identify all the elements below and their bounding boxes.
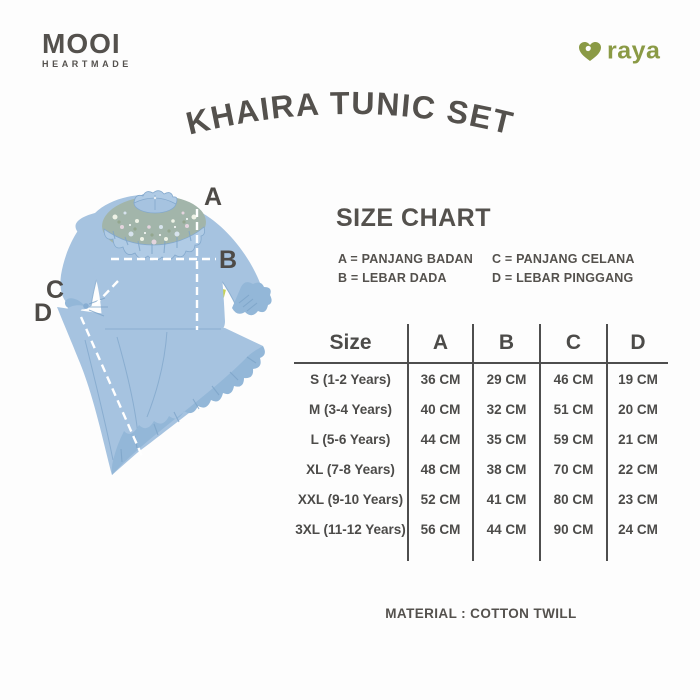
- measure-cell: 41 CM: [473, 484, 540, 514]
- marker-d: D: [33, 299, 53, 327]
- measurement-legend: [338, 252, 635, 290]
- measure-cell: 70 CM: [540, 454, 607, 484]
- measure-cell: 35 CM: [473, 424, 540, 454]
- col-header-size: Size: [294, 324, 408, 363]
- measure-cell: 40 CM: [408, 394, 473, 424]
- col-header-b: B: [473, 324, 540, 363]
- measure-cell: 44 CM: [408, 424, 473, 454]
- partner-name: raya: [607, 37, 661, 65]
- size-chart-heading: SIZE CHART: [336, 204, 491, 232]
- measure-cell: 20 CM: [607, 394, 668, 424]
- size-cell: S (1-2 Years): [310, 371, 391, 387]
- brand-logo: [42, 28, 132, 69]
- size-cell: 3XL (11-12 Years): [295, 521, 406, 537]
- measure-cell: 52 CM: [408, 484, 473, 514]
- measure-cell: 44 CM: [473, 514, 540, 544]
- brand-tagline: HEARTMADE: [42, 59, 132, 69]
- table-row: [294, 394, 668, 424]
- measure-cell: 23 CM: [607, 484, 668, 514]
- measure-cell: 19 CM: [607, 363, 668, 394]
- legend-item-b: B = LEBAR DADA: [338, 271, 447, 285]
- measure-cell: 24 CM: [607, 514, 668, 544]
- measure-cell: 90 CM: [540, 514, 607, 544]
- size-cell: XXL (9-10 Years): [297, 491, 404, 507]
- measure-cell: 48 CM: [408, 454, 473, 484]
- measure-cell: 21 CM: [607, 424, 668, 454]
- size-table: [294, 324, 668, 561]
- measure-cell: 51 CM: [540, 394, 607, 424]
- product-title: KHAIRA TUNIC SET: [182, 84, 518, 142]
- table-row: [294, 363, 668, 394]
- marker-b: B: [218, 246, 238, 274]
- table-row: [294, 424, 668, 454]
- table-row: [294, 454, 668, 484]
- marker-c: C: [45, 276, 65, 304]
- measure-cell: 29 CM: [473, 363, 540, 394]
- col-header-c: C: [540, 324, 607, 363]
- product-title-arc: [145, 82, 555, 156]
- size-cell: M (3-4 Years): [308, 401, 393, 417]
- measure-cell: 46 CM: [540, 363, 607, 394]
- legend-item-a: A = PANJANG BADAN: [338, 252, 474, 266]
- partner-logo: [578, 37, 660, 66]
- size-cell: XL (7-8 Years): [306, 461, 395, 477]
- table-row: [294, 484, 668, 514]
- collar-button: [154, 197, 156, 199]
- brand-name: MOOI: [42, 28, 121, 59]
- svg-text:KHAIRA TUNIC SET: [182, 85, 517, 142]
- measure-cell: 38 CM: [473, 454, 540, 484]
- measure-cell: 22 CM: [607, 454, 668, 484]
- table-row: [294, 514, 668, 544]
- table-filler-row: [294, 544, 668, 561]
- heart-icon: [578, 41, 602, 63]
- col-header-d: D: [607, 324, 668, 363]
- measure-cell: 36 CM: [408, 363, 473, 394]
- material-note: MATERIAL : COTTON TWILL: [385, 606, 577, 621]
- measure-cell: 80 CM: [540, 484, 607, 514]
- table-header-row: [294, 324, 668, 363]
- garment-illustration: [25, 165, 315, 495]
- legend-item-c: C = PANJANG CELANA: [492, 252, 635, 266]
- legend-item-d: D = LEBAR PINGGANG: [492, 271, 634, 285]
- marker-a: A: [203, 183, 223, 211]
- size-cell: L (5-6 Years): [310, 431, 391, 447]
- col-header-a: A: [408, 324, 473, 363]
- measure-cell: 59 CM: [540, 424, 607, 454]
- measure-cell: 56 CM: [408, 514, 473, 544]
- measure-cell: 32 CM: [473, 394, 540, 424]
